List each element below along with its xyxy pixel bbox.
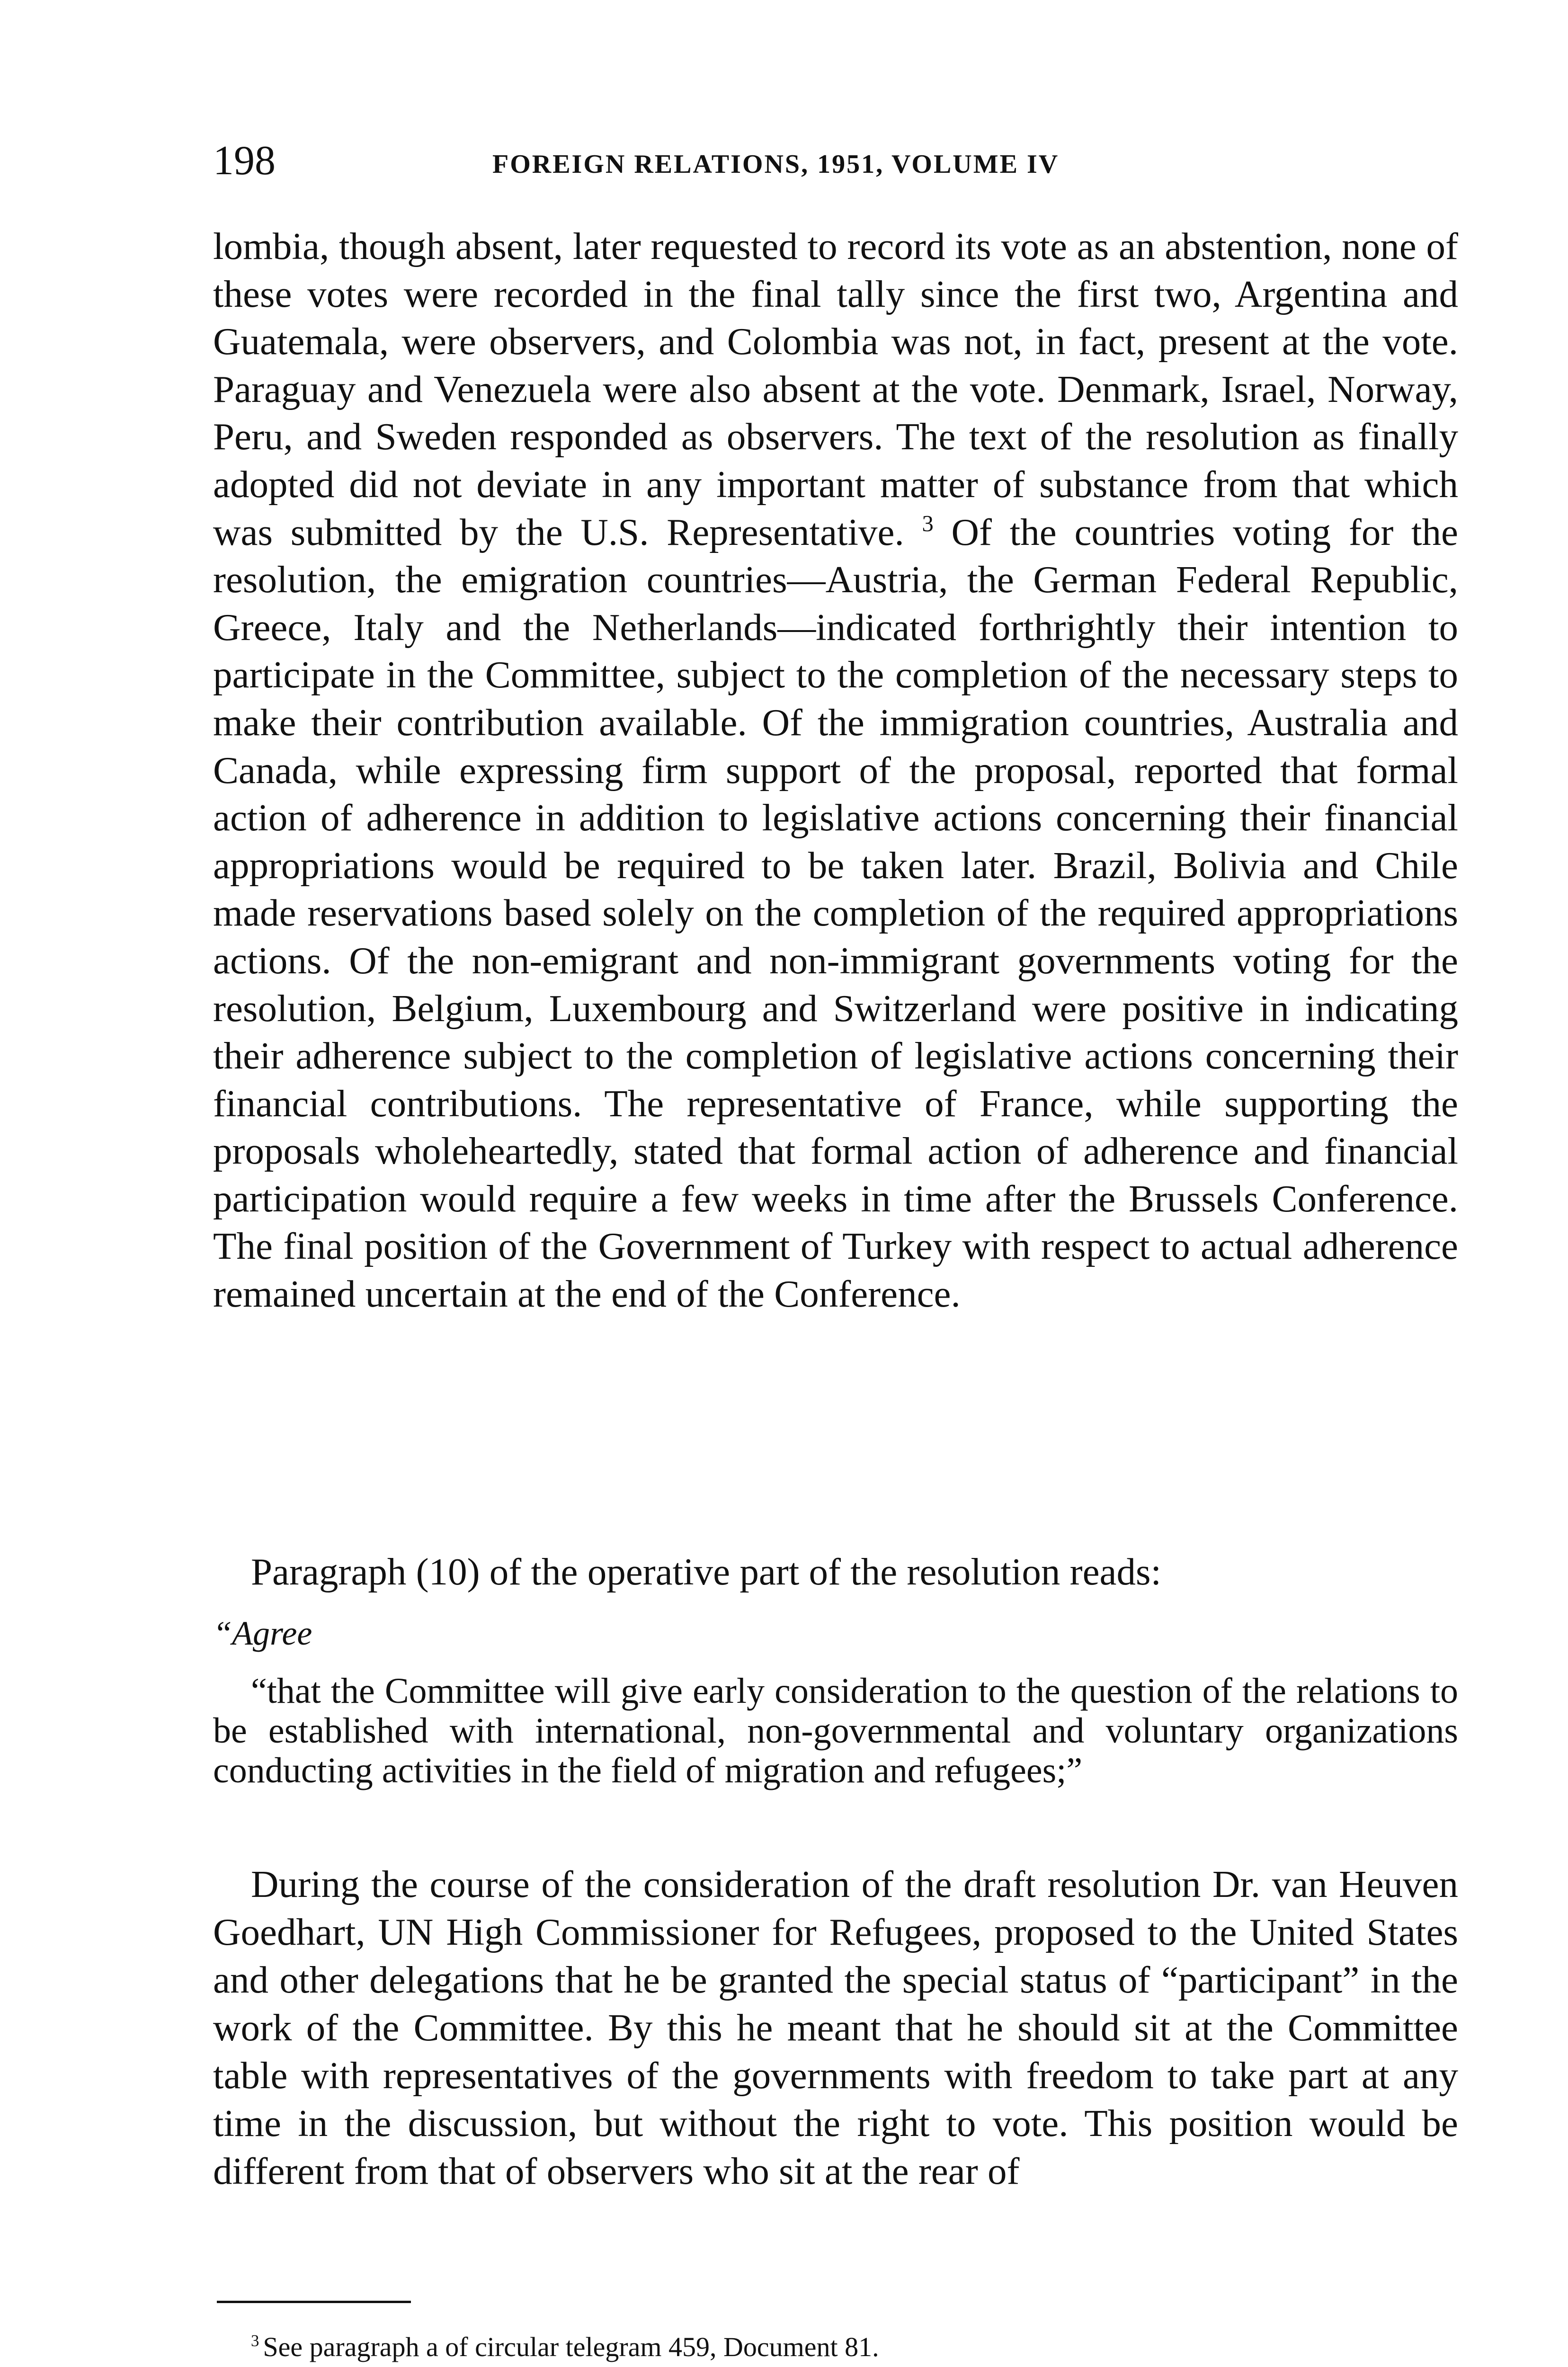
paragraph-1-text: lombia, though absent, later requested to record its vote as an abstention, none of these votes were recorded in the final tally since the first two, Argentina and Guatemala, were observers, and Colombia was not, in fact, present at the vote. Paraguay and Venezuela were also absent at the vote. Denmark, Israel, Norway, Peru, and Sweden responded as observers. The text of the resolution as finally adopted did not deviate in any important matter of substance from that which was submitted by the U.S. Representative. (213, 225, 1458, 553)
paragraph-1-continuation: Of the countries voting for the resolution, the emigration countries—Austria, the German Federal Republic, Greece, Italy and the Netherlands—indicated forthrightly their intention to participate in the Committee, subject to the completion of the necessary steps to make their contribution available. Of the immigration countries, Australia and Canada, while expressing firm support of the proposal, reported that formal action of adherence in addition to legislative actions concerning their financial appropriations would be required to be taken later. Brazil, Bolivia and Chile made reservations based solely on the completion of the required appropriations actions. Of the non-emigrant and non-immigrant governments voting for the resolution, Belgium, Luxembourg and Switzerland were positive in indicating their adherence subject to the completion of legislative actions concerning their financial contributions. The representative of France, while supporting the proposals wholeheartedly, stated that formal action of adherence and financial participation would require a few weeks in time after the Brussels Conference. The final position of the Government of Turkey with respect to actual adherence remained uncertain at the end of the Conference. (213, 510, 1459, 1316)
paragraph-1 (213, 222, 1458, 1318)
page-header (213, 135, 1463, 192)
running-head: FOREIGN RELATIONS, 1951, VOLUME IV (492, 150, 1060, 179)
footnote-reference: 3 (922, 510, 934, 536)
footnote (251, 2322, 879, 2366)
footnote-divider (217, 2301, 411, 2303)
footnote-text: See paragraph a of circular telegram 459, Document 81. (263, 2331, 879, 2362)
paragraph-2: Paragraph (10) of the operative part of the resolution reads: (251, 1550, 1162, 1593)
footnote-marker: 3 (251, 2331, 259, 2350)
block-quote: “that the Committee will give early consideration to the question of the relations to be established with international, non-governmental and voluntary organizations conducting activities in the field of migration and refugees;” (213, 1671, 1458, 1790)
paragraph-3: During the course of the consideration of the draft resolution Dr. van Heuven Goedhart, UN High Commissioner for Refugees, proposed to the United States and other delegations that he be granted the special status of “participant” in the work of the Committee. By this he meant that he should sit at the Committee table with representatives of the governments with freedom to take part at any time in the discussion, but without the right to vote. This position would be different from that of observers who sit at the rear of (213, 1863, 1458, 2192)
page-number: 198 (213, 138, 276, 184)
quote-label: “Agree (213, 1614, 312, 1652)
